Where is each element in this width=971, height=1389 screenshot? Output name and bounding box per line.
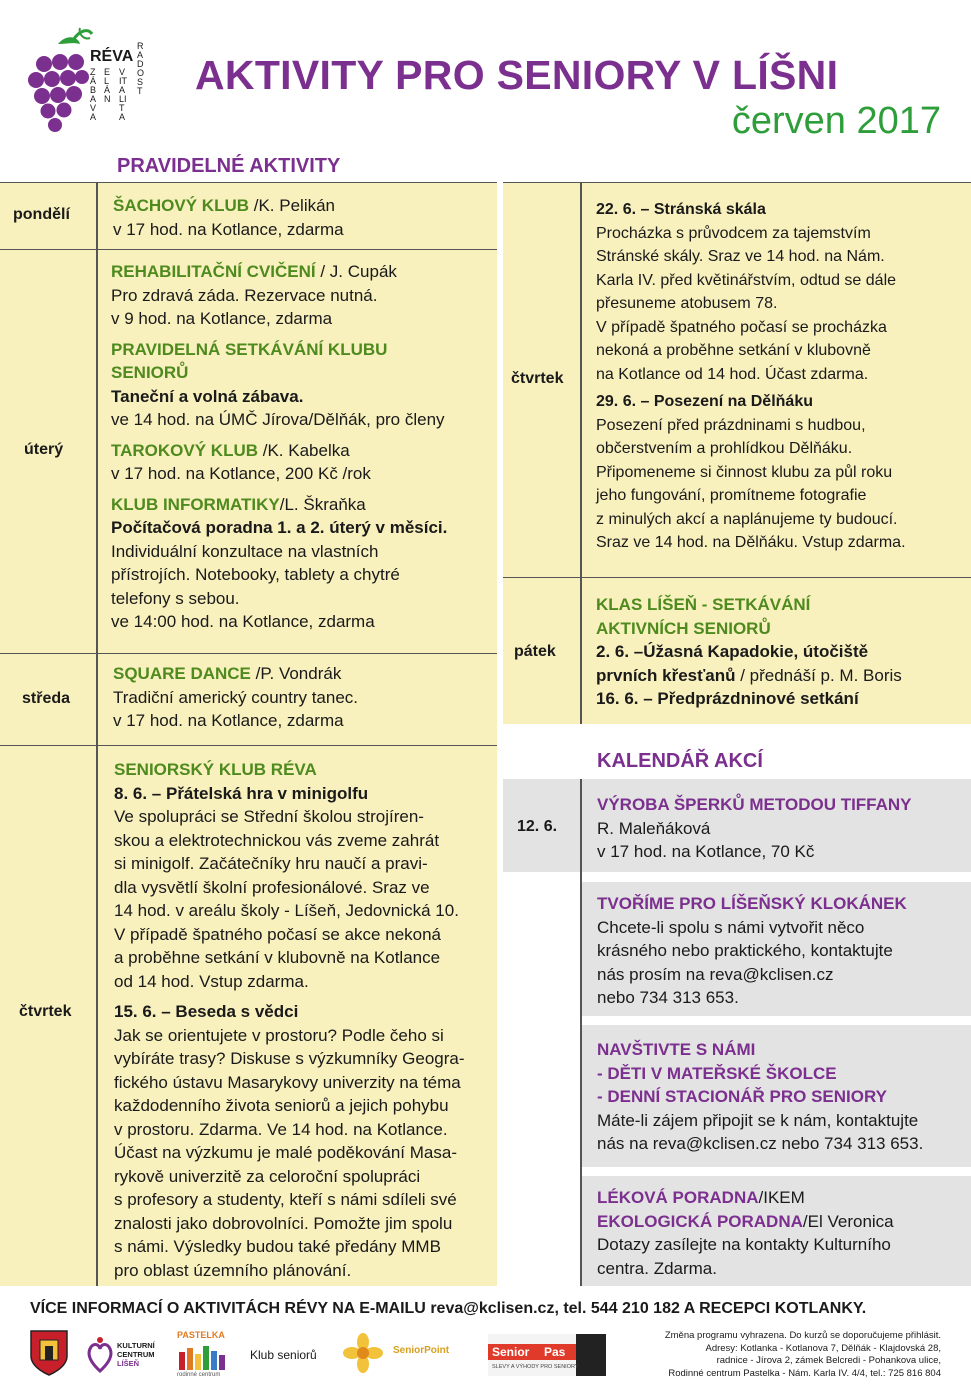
delnak-desc-line: z minulých akcí a naplánujeme ty budoucí.	[596, 510, 898, 528]
delnak-desc-line: Sraz ve 14 hod. na Dělňáku. Vstup zdarma.	[596, 534, 906, 551]
visit-title-2: - DĚTI V MATEŘSKÉ ŠKOLCE	[597, 1063, 837, 1083]
klokanek-desc-line: krásného nebo praktického, kontaktujte	[597, 941, 893, 960]
delnak-title: 29. 6. – Posezení na Dělňáku	[596, 393, 813, 410]
reva-logo	[18, 22, 158, 140]
row-divider	[0, 249, 497, 250]
eco-advice-partner: /El Veronica	[802, 1211, 894, 1231]
row-divider	[0, 745, 497, 746]
tiffany-leader: R. Maleňáková	[597, 818, 711, 838]
small-print-4: Rodinné centrum Pastelka - Nám. Karla IV. 4/4, tel.: 725 816 804	[668, 1367, 941, 1379]
kapadokie-title-2: prvních křesťanů	[596, 665, 736, 685]
stranska-skala-desc-line: nekoná a proběhne setkání v klubovně	[596, 342, 871, 359]
science-talk-desc-line: Účast na výzkumu je malé poděkování Masa-	[114, 1143, 457, 1162]
stranska-skala-desc	[596, 222, 968, 387]
footer-info-right: , tel. 544 210 182 A RECEPCI KOTLANKY.	[554, 1300, 867, 1317]
science-talk-desc-line: Jak se orientujete v prostoru? Podle čeho si	[114, 1025, 444, 1045]
calendar-heading: KALENDÁŘ AKCÍ	[597, 750, 763, 772]
tiffany-title: VÝROBA ŠPERKŮ METODOU TIFFANY	[597, 795, 912, 814]
science-talk-desc-line: každodenního života seniorů a jejich pohybu	[114, 1096, 449, 1115]
visit-title-3: - DENNÍ STACIONÁŘ PRO SENIORY	[597, 1087, 887, 1106]
advice-desc-1: Dotazy zasílejte na kontakty Kulturního	[597, 1235, 891, 1254]
crayons-icon	[177, 1342, 235, 1372]
science-talk-desc-line: s profesory a studenty, kteří s námi sdíleli své	[114, 1190, 457, 1209]
senior-pas-logo	[488, 1334, 606, 1376]
square-dance-time: v 17 hod. na Kotlance, zdarma	[113, 711, 344, 730]
minigolf-desc-line: od 14 hod. Vstup zdarma.	[114, 971, 309, 991]
small-print-3: radnice - Jírova 2, zámek Belcredi - Pohankova ulice,	[716, 1355, 941, 1366]
footer-small-print	[611, 1330, 941, 1380]
klokanek-title: TVOŘÍME PRO LÍŠEŇSKÝ KLOKÁNEK	[597, 894, 907, 913]
rehab-time: v 9 hod. na Kotlance, zdarma	[111, 309, 333, 328]
day-thursday: čtvrtek	[19, 1003, 72, 1020]
visit-title-1: NAVŠTIVTE S NÁMI	[597, 1040, 756, 1059]
kc-logo-top: KULTURNÍ	[117, 1341, 155, 1350]
club-seniors-label: Klub seniorů	[250, 1348, 317, 1362]
tuesday-activities	[111, 260, 496, 634]
daffodil-icon	[343, 1332, 383, 1376]
stranska-skala-desc-line: Procházka s průvodcem za tajemstvím	[596, 224, 871, 242]
it-club-time: ve 14:00 hod. na Kotlance, zdarma	[111, 612, 375, 631]
tarok-title: TAROKOVÝ KLUB	[111, 440, 259, 460]
monday-chess-club	[113, 194, 493, 241]
tarok-leader: /K. Kabelka	[258, 440, 350, 460]
regular-activities-heading: PRAVIDELNÉ AKTIVITY	[117, 155, 341, 177]
science-talk-desc-line: vybíráte trasy? Diskuse s výzkumníky Geogra-	[114, 1049, 465, 1068]
stranska-skala-desc-line: V případě špatného počasí se procházka	[596, 318, 887, 336]
minigolf-title: 8. 6. – Přátelská hra v minigolfu	[114, 783, 369, 803]
logo-word-zabava: ZÁBAVA	[90, 67, 97, 122]
chess-club-title: ŠACHOVÝ KLUB	[113, 196, 250, 215]
rehab-title: REHABILITAČNÍ CVIČENÍ	[111, 262, 316, 281]
klokanek-event	[597, 892, 969, 1010]
science-talk-title: 15. 6. – Beseda s vědci	[114, 1002, 299, 1021]
senior-pas-sub: SLEVY A VÝHODY PRO SENIORY	[492, 1364, 579, 1370]
stranska-skala-desc-line: Karla IV. před květinářstvím, odtud se dále	[596, 271, 897, 289]
minigolf-desc-line: a proběhne setkání v klubovně na Kotlance	[114, 948, 441, 967]
page-month: červen 2017	[731, 100, 941, 142]
tiffany-date: 12. 6.	[517, 818, 558, 835]
senior-pas-word-2: Pas	[544, 1345, 566, 1359]
delnak-desc-line: Připomeneme si činnost klubu za půl roku	[596, 463, 893, 481]
small-print-1: Změna programu vyhrazena. Do kurzů se doporučujeme přihlásit.	[664, 1330, 941, 1341]
calendar-divider	[580, 779, 582, 1286]
advice-event	[597, 1186, 969, 1280]
kc-logo-mid: CENTRUM	[117, 1350, 155, 1359]
it-club-desc-3: přístrojích. Notebooky, tablety a chytré	[111, 565, 400, 584]
row-divider	[503, 182, 971, 183]
senior-point-logo	[393, 1345, 473, 1359]
it-club-title: KLUB INFORMATIKY	[111, 494, 280, 514]
small-print-2: Adresy: Kotlanka - Kotlanova 7, Dělňák - Klajdovská 28,	[705, 1342, 941, 1354]
coat-of-arms-icon	[30, 1330, 68, 1376]
rehab-leader: / J. Cupák	[315, 262, 397, 281]
thursday-activities	[114, 758, 496, 1282]
drug-advice-partner: /IKEM	[758, 1188, 805, 1207]
delnak-desc	[596, 414, 968, 555]
summer-meeting-title: 16. 6. – Předprázdninové setkání	[596, 689, 859, 708]
science-talk-desc-line: fického ústavu Masarykovy univerzity na téma	[114, 1072, 461, 1092]
heart-icon	[85, 1335, 115, 1375]
pastelka-logo	[175, 1330, 237, 1380]
day-thursday-right: čtvrtek	[511, 370, 564, 387]
tiffany-event	[597, 793, 969, 864]
minigolf-desc-line: 14 hod. v areálu školy - Líšeň, Jedovnická 10.	[114, 901, 459, 920]
square-dance-title: SQUARE DANCE	[113, 664, 251, 683]
science-talk-desc	[114, 1024, 496, 1283]
left-table-divider	[96, 182, 98, 1286]
day-tuesday: úterý	[24, 441, 64, 458]
kapadokie-title: 2. 6. –Úžasná Kapadokie, útočiště	[596, 642, 869, 661]
delnak-desc-line: jeho fungování, promítneme fotografie	[596, 487, 867, 504]
kc-logo-bot: LÍŠEŇ	[117, 1359, 140, 1368]
science-talk-desc-line: s námi. Výsledky budou také předány MMB	[114, 1237, 441, 1256]
friday-activities	[596, 593, 968, 711]
logo-word-elan: ELÁN	[104, 67, 111, 104]
it-club-desc-2: Individuální konzultace na vlastních	[111, 541, 379, 561]
it-club-desc-1: Počítačová poradna 1. a 2. úterý v měsíci.	[111, 518, 448, 537]
delnak-desc-line: Posezení před prázdninami s hudbou,	[596, 416, 866, 434]
stranska-skala-desc-line: přesuneme atobusem 78.	[596, 295, 778, 312]
pastelka-logo-sub: rodinné centrum	[177, 1372, 221, 1378]
seniors-club-desc: Taneční a volná zábava.	[111, 386, 304, 406]
science-talk-desc-line: znalosti jako dobrovolníci. Pomožte jim spolu	[114, 1213, 453, 1233]
chess-club-time: v 17 hod. na Kotlance, zdarma	[113, 219, 344, 239]
reva-club-title: SENIORSKÝ KLUB RÉVA	[114, 760, 317, 779]
it-club-desc-4: telefony s sebou.	[111, 588, 240, 608]
senior-point-label: SeniorPoint	[393, 1345, 450, 1356]
minigolf-desc-line: V případě špatného počasí se akce nekoná	[114, 924, 442, 944]
klokanek-desc-line: nebo 734 313 653.	[597, 988, 739, 1007]
seniors-club-title-2: SENIORŮ	[111, 363, 189, 382]
minigolf-desc-line: si minigolf. Začátečníky hru naučí a pravi-	[114, 854, 428, 873]
visit-desc-1: Máte-li zájem připojit se k nám, kontaktujte	[597, 1110, 919, 1130]
stranska-skala-desc-line: Stránské skály. Sraz ve 14 hod. na Nám.	[596, 248, 885, 265]
klokanek-desc	[597, 916, 969, 1010]
row-divider	[0, 653, 497, 654]
minigolf-desc	[114, 805, 496, 993]
senior-pas-dark	[576, 1334, 606, 1376]
page-title: AKTIVITY PRO SENIORY V LÍŠNI	[195, 52, 839, 98]
visit-event	[597, 1038, 969, 1156]
wednesday-square-dance	[113, 662, 493, 733]
day-monday: pondělí	[13, 206, 70, 223]
klokanek-desc-line: Chcete-li spolu s námi vytvořit něco	[597, 917, 865, 937]
tarok-time: v 17 hod. na Kotlance, 200 Kč /rok	[111, 464, 371, 483]
daffodil-logo	[343, 1332, 383, 1376]
eco-advice-title: EKOLOGICKÁ PORADNA	[597, 1211, 803, 1231]
it-club-leader: /L. Škraňka	[279, 494, 366, 514]
klas-title-1: KLAS LÍŠEŇ - SETKÁVÁNÍ	[596, 595, 811, 614]
minigolf-desc-line: skou a elektrotechnickou vás zveme zahrát	[114, 830, 440, 850]
footer-info	[30, 1300, 866, 1318]
advice-desc-2: centra. Zdarma.	[597, 1258, 717, 1278]
delnak-desc-line: občerstvením a prohlídkou Dělňáku.	[596, 440, 853, 457]
seniors-club-time: ve 14 hod. na ÚMČ Jírova/Dělňák, pro členy	[111, 410, 445, 429]
footer-info-left: VÍCE INFORMACÍ O AKTIVITÁCH RÉVY NA E-MAILU	[30, 1300, 431, 1317]
science-talk-desc-line: rykově univerzitě za celoroční spolupráci	[114, 1166, 421, 1186]
thursday-right-activities	[596, 198, 968, 555]
logo-word-radost: RADOST	[137, 41, 145, 96]
right-table-divider	[580, 182, 582, 724]
stranska-skala-desc-line: na Kotlance od 14 hod. Účast zdarma.	[596, 365, 869, 383]
visit-desc-2: nás na reva@kclisen.cz nebo 734 313 653.	[597, 1134, 924, 1153]
rehab-desc: Pro zdravá záda. Rezervace nutná.	[111, 285, 378, 305]
square-dance-desc: Tradiční americký country tanec.	[113, 687, 359, 707]
square-dance-leader: /P. Vondrák	[250, 664, 342, 683]
klokanek-desc-line: nás prosím na reva@kclisen.cz	[597, 964, 834, 984]
row-divider	[503, 577, 971, 578]
senior-pas-word: Senior	[492, 1345, 530, 1359]
kapadokie-speaker: / přednáší p. M. Boris	[735, 665, 902, 685]
minigolf-desc-line: dla vysvětlí školní profesionálové. Sraz ve	[114, 877, 430, 897]
lisen-coat-of-arms-logo	[30, 1330, 68, 1376]
day-friday: pátek	[514, 643, 556, 660]
minigolf-desc-line: Ve spolupráci se Střední školou strojíren-	[114, 807, 424, 826]
kulturni-centrum-logo	[85, 1333, 160, 1377]
footer-email[interactable]: reva@kclisen.cz	[430, 1300, 555, 1317]
logo-title: RÉVA	[90, 48, 134, 65]
row-divider	[0, 182, 497, 183]
day-wednesday: středa	[22, 690, 71, 707]
tiffany-time: v 17 hod. na Kotlance, 70 Kč	[597, 842, 815, 861]
logo-word-vitalita: VITALITA	[119, 67, 127, 122]
seniors-club-title-1: PRAVIDELNÁ SETKÁVÁNÍ KLUBU	[111, 339, 388, 359]
chess-club-leader: /K. Pelikán	[249, 196, 336, 215]
science-talk-desc-line: pro oblast územního plánování.	[114, 1260, 352, 1280]
stranska-skala-title: 22. 6. – Stránská skála	[596, 201, 766, 218]
drug-advice-title: LÉKOVÁ PORADNA	[597, 1188, 759, 1207]
pastelka-logo-title: PASTELKA	[177, 1330, 225, 1340]
klas-title-2: AKTIVNÍCH SENIORŮ	[596, 618, 771, 638]
science-talk-desc-line: v prostoru. Zdarma. Ve 14 hod. na Kotlance.	[114, 1119, 448, 1139]
